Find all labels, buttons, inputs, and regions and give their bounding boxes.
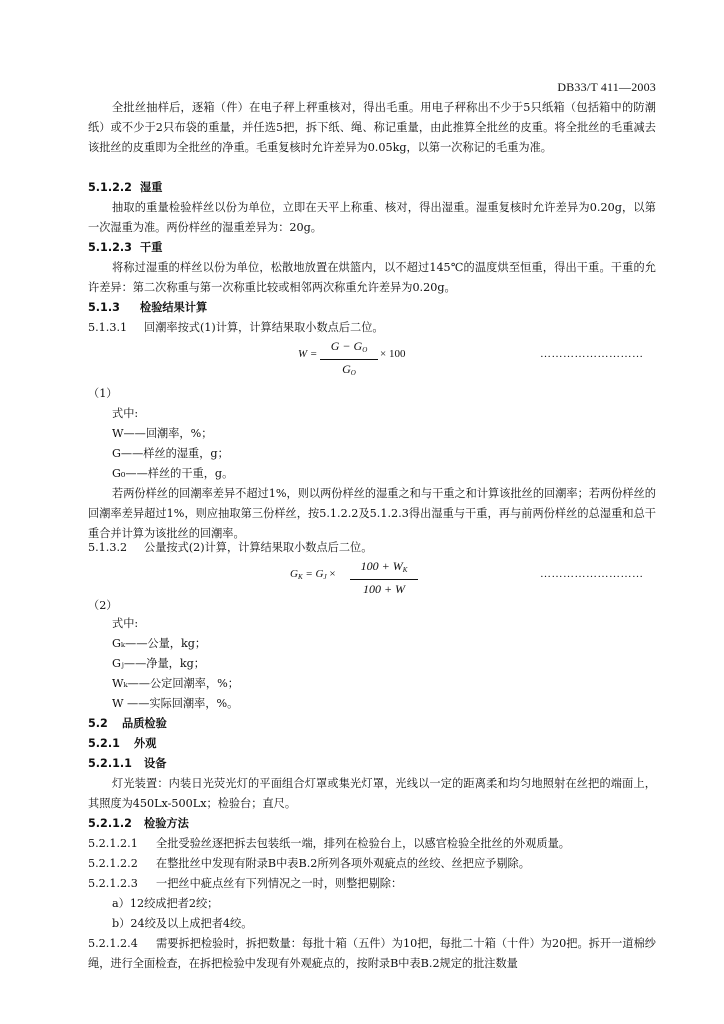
where2-item: Wₖ——公定回潮率，%； <box>112 677 239 690</box>
section-number: 5.2.1.2.3 <box>88 877 138 890</box>
where2-item: Gⱼ——净量，kg； <box>112 657 205 670</box>
section-52121-line <box>88 834 570 854</box>
section-title: 品质检验 <box>122 717 167 730</box>
section-5211-heading <box>88 754 166 774</box>
formula2-denominator: 100 + W <box>362 582 406 596</box>
formula2-numerator: $100 + W_K$ <box>360 559 408 574</box>
section-number: 5.1.3.1 <box>88 321 128 334</box>
section-number: 5.2.1.2.2 <box>88 857 138 870</box>
where1-item: G——样丝的湿重，g； <box>112 447 229 460</box>
section-text: 一把丝中疵点丝有下列情况之一时，则整把剔除： <box>156 877 403 890</box>
formula1-fraction <box>320 338 378 381</box>
section-5212-heading <box>88 814 189 834</box>
section-5123-text: 将称过湿重的样丝以份为单位，松散地放置在烘篮内，以不超过145℃的温度烘至恒重，得出干重。干重的允许差异：第二次称重与第一次称重比较或相邻两次称重允许差异为0.20g。 <box>88 261 656 294</box>
repeat-test-paragraph: 若两份样丝的回潮率差异不超过1%，则以两份样丝的湿重之和与干重之和计算该批丝的回潮率；若两份样丝的回潮率差异超过1%，则应抽取第三份样丝，按5.1.2.2及5.1.2.3得出湿重与干重，再与前两份样丝的总湿重和总干重合并计算为该批丝的回潮率。 <box>88 487 656 540</box>
section-number: 5.1.2.2 <box>88 181 132 194</box>
section-text: 在整批丝中发现有附录B中表B.2所列各项外观疵点的丝绞、丝把应予剔除。 <box>156 857 530 870</box>
formula1-leader-dots: ……………………… <box>540 348 644 360</box>
section-number: 5.2.1.2 <box>88 817 132 830</box>
section-text: 回潮率按式(1)计算，计算结果取小数点后二位。 <box>144 321 384 334</box>
list-item: a）12绞成把者2绞； <box>112 897 219 910</box>
intro-paragraph: 全批丝抽样后，逐箱（件）在电子秤上秤重核对，得出毛重。用电子秤称出不少于5只纸箱（包括箱中的防潮纸）或不少于2只布袋的重量，并任选5把，拆下纸、绳、称记重量，由此推算全批丝的皮重。将全批丝的毛重减去该批丝的皮重即为全批丝的净重。毛重复核时允许差异为0.05kg，以第一次称记的毛重为准。 <box>88 101 656 154</box>
section-5132-line <box>88 538 372 558</box>
section-513-heading <box>88 298 207 318</box>
section-5123-heading <box>88 238 162 258</box>
where2-title: 式中: <box>112 617 139 630</box>
section-title: 检验结果计算 <box>140 301 208 314</box>
section-title: 外观 <box>134 737 157 750</box>
section-number: 5.2.1.1 <box>88 757 132 770</box>
formula2-fraction <box>350 558 418 597</box>
section-52124-paragraph <box>88 934 656 974</box>
section-title: 设备 <box>144 757 167 770</box>
formula2-lhs: $G_K = G_J$ × <box>290 568 336 581</box>
standard-code-header: DB33/T 411—2003 <box>557 80 656 94</box>
formula1-denominator: $G_O$ <box>342 362 356 377</box>
section-number: 5.1.3.2 <box>88 541 128 554</box>
formula2-label: （2） <box>88 599 118 612</box>
section-title: 湿重 <box>140 181 163 194</box>
section-text: 全批受验丝逐把拆去包装纸一端，排列在检验台上，以感官检验全批丝的外观质量。 <box>156 837 570 850</box>
section-number: 5.2.1.2.1 <box>88 837 138 850</box>
formula1-label: （1） <box>88 387 118 400</box>
where2-item: Gₖ——公量，kg； <box>112 637 207 650</box>
formula1-lhs: W = <box>298 348 318 360</box>
where1-item: W——回潮率，%； <box>112 427 213 440</box>
section-text: 需要拆把检验时，拆把数量：每批十箱（五件）为10把，每批二十箱（十件）为20把。拆开一道棉纱绳，进行全面检查，在拆把检验中发现有外观疵点的，按附录B中表B.2规定的批注数量 <box>88 937 656 970</box>
where1-item: G₀——样丝的干重，g。 <box>112 467 234 480</box>
section-5122-heading <box>88 178 162 198</box>
formula1-tail: × 100 <box>380 348 406 360</box>
where2-item: W ——实际回潮率，%。 <box>112 697 239 710</box>
formula2-leader-dots: ……………………… <box>540 568 644 580</box>
section-52123-line <box>88 874 402 894</box>
section-title: 检验方法 <box>144 817 189 830</box>
section-52-heading <box>88 714 167 734</box>
list-item: b）24绞及以上成把者4绞。 <box>112 917 253 930</box>
section-text: 公量按式(2)计算，计算结果取小数点后二位。 <box>144 541 373 554</box>
section-number: 5.1.2.3 <box>88 241 132 254</box>
section-5122-text: 抽取的重量检验样丝以份为单位，立即在天平上称重、核对，得出湿重。湿重复核时允许差异为0.20g，以第一次湿重为准。两份样丝的湿重差异为：20g。 <box>88 201 656 234</box>
section-title: 干重 <box>140 241 163 254</box>
section-number: 5.2.1.2.4 <box>88 937 138 950</box>
section-number: 5.1.3 <box>88 301 120 314</box>
section-521-heading <box>88 734 156 754</box>
section-number: 5.2 <box>88 717 108 730</box>
section-52122-line <box>88 854 530 874</box>
section-5211-text: 灯光装置：内装日光荧光灯的平面组合灯罩或集光灯罩，光线以一定的距离柔和均匀地照射在丝把的端面上，其照度为450Lx-500Lx；检验台；直尺。 <box>88 777 656 810</box>
section-5131-line <box>88 318 384 338</box>
formula1-numerator: $G - G_O$ <box>330 339 368 354</box>
where1-title: 式中: <box>112 407 139 420</box>
section-number: 5.2.1 <box>88 737 120 750</box>
